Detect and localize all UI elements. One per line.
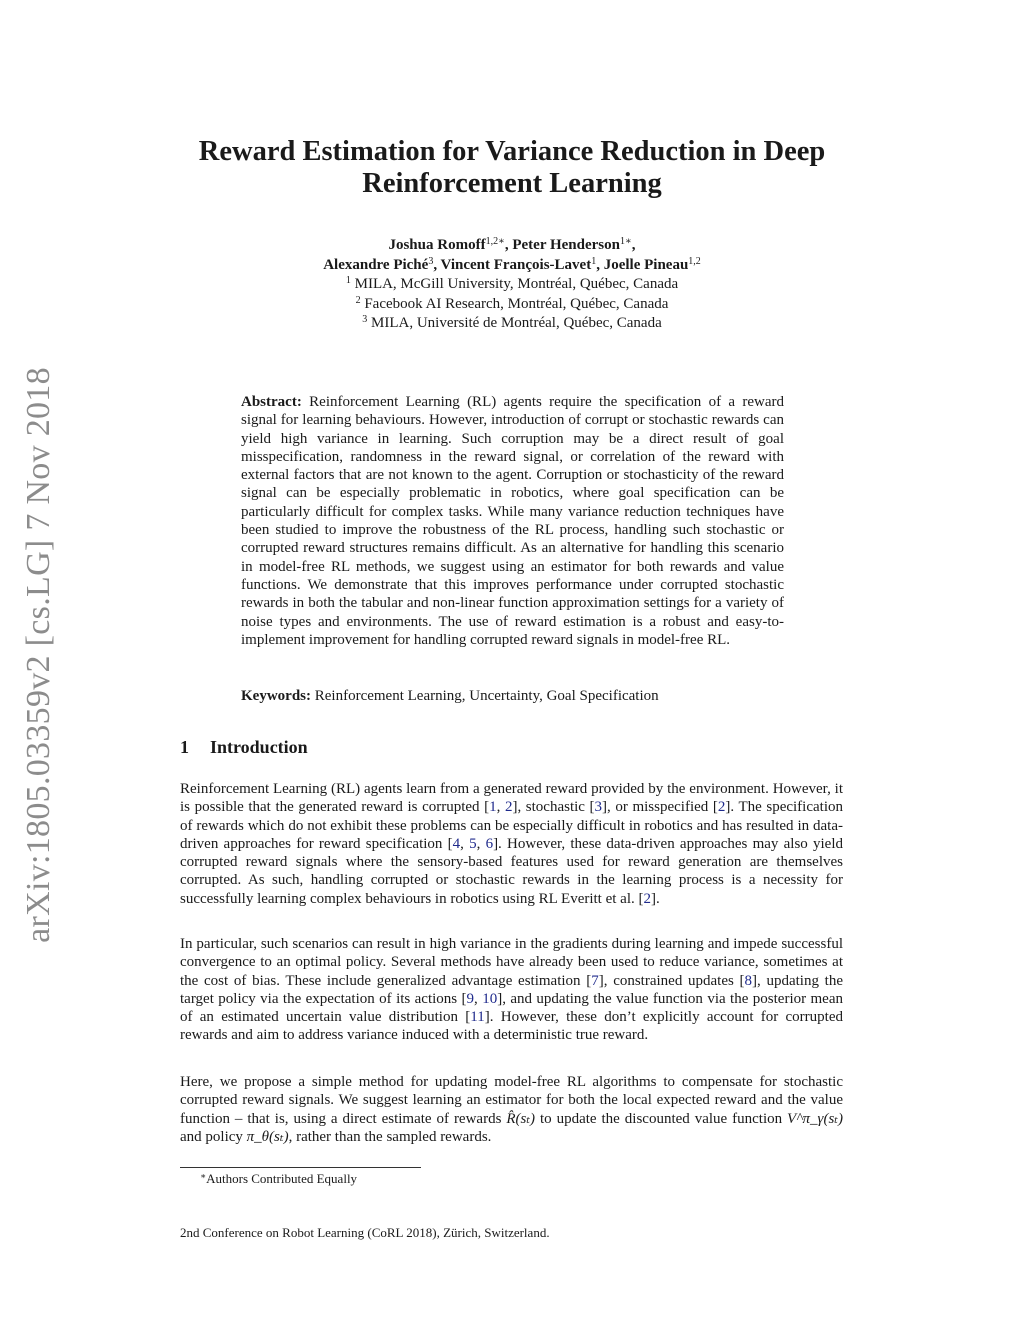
arxiv-stamp-text: arXiv:1805.03359v2 [cs.LG] 7 Nov 2018: [20, 367, 57, 943]
citation-link[interactable]: 1: [489, 799, 497, 816]
paragraph-text: ], updating the target policy via the expectation of its actions [: [180, 972, 843, 1007]
citation-link[interactable]: 7: [591, 972, 599, 989]
author-affil-marker: 1,2: [688, 255, 701, 267]
footnote-text: Authors Contributed Equally: [206, 1171, 358, 1186]
paragraph-text: Reinforcement Learning (RL) agents learn from a generated reward provided by the environment. However, it is possible that the generated reward is corrupted [: [180, 781, 843, 816]
abstract-text: Reinforcement Learning (RL) agents require the specification of a reward signal for learning behaviours. However, introduction of corrupt or stochastic rewards can yield high variance in learning. Such corruption may be a direct result of goal misspecification, randomness in the reward signal, or correlation of the reward with external factors that are not known to the agent. Corruption or stochasticity of the reward signal can be especially problematic in robotics, where goal specification can be particularly difficult for complex tasks. While many variance reduction techniques have been studied to improve the robustness of the RL process, handling such stochastic or corrupted reward structures remains difficult. As an alternative for handling this scenario in model-free RL methods, we suggest using an estimator for both rewards and value functions. We demonstrate that this improves performance under corrupted stochastic rewards in both the tabular and non-linear function approximation settings for a variety of noise types and environments. The use of reward estimation is a robust and easy-to-implement improvement for handling corrupted reward signals in model-free RL.: [241, 394, 784, 648]
author-line-1: Joshua Romoff$^{1,2∗}$, Peter Henderson$^{1∗}$,: [388, 236, 636, 253]
paragraph-text: and policy: [180, 1128, 247, 1145]
paragraph-text: ]. However, these data-driven approaches may also yield corrupted reward signals where the sensory-based features used for reward generation are themselves corrupted. As such, handling corrupted or stochastic rewards in the learning process is a necessity for successfully learning complex behaviours in robotics using RL Everitt et al. [: [180, 835, 844, 907]
paragraph-text: ], constrained updates [: [598, 972, 745, 989]
paragraph-text: ,: [496, 799, 505, 816]
arxiv-stamp: [16, 352, 62, 958]
paragraph-text: Here, we propose a simple method for updating model-free RL algorithms to compensate for stochastic corrupted reward signals. We suggest learning an estimator for both the local expected reward and the value function – that is, using a direct estimate of rewards: [180, 1074, 843, 1127]
author-name: Peter Henderson: [512, 237, 620, 253]
citation-link[interactable]: 2: [504, 799, 513, 816]
section-title: Introduction: [210, 737, 308, 757]
citation-link[interactable]: 11: [470, 1009, 485, 1026]
math-expression: V^π_γ(sₜ): [787, 1110, 843, 1127]
keywords: [241, 687, 784, 705]
author-name: Joelle Pineau: [603, 256, 689, 273]
paragraph-text: ,: [474, 990, 483, 1007]
paragraph-text: In particular, such scenarios can result in high variance in the gradients during learning and impede successful convergence to an optimal policy. Several methods have already been used to reduce variance, sometimes at the cost of bias. These include generalized advantage estimation [: [180, 936, 843, 989]
section-heading-introduction: [180, 736, 308, 758]
author-name: Alexandre Piché: [323, 256, 429, 273]
citation-link[interactable]: 5: [469, 835, 477, 852]
citation-link[interactable]: 2: [643, 890, 651, 907]
paragraph-text: ]. The specification of rewards which do not exhibit these problems can be especially difficult in robotics and has resulted in data-driven approaches for reward specification [: [180, 799, 843, 852]
author-block: [150, 236, 874, 334]
author-name: Vincent François-Lavet: [440, 256, 592, 273]
venue-line: 2nd Conference on Robot Learning (CoRL 2018), Zürich, Switzerland.: [180, 1225, 550, 1240]
paragraph-text: to update the discounted value function: [535, 1110, 788, 1127]
paragraph-text: ], and updating the value function via the posterior mean of an estimated uncertain value distribution [: [180, 990, 843, 1026]
paragraph-text: ], stochastic [: [512, 799, 595, 816]
citation-link[interactable]: 8: [744, 972, 753, 989]
affiliation-3: $^3$ MILA, Université de Montréal, Québec, Canada: [362, 314, 662, 331]
intro-paragraph-1: [180, 780, 843, 908]
author-name: Joshua Romoff: [388, 237, 486, 253]
affiliation-2: $^2$ Facebook AI Research, Montréal, Québec, Canada: [355, 294, 669, 312]
paragraph-text: ].: [651, 890, 660, 907]
keywords-label: Keywords:: [241, 688, 311, 704]
author-affil-marker: 1∗: [619, 236, 632, 247]
affiliation-1: $^1$ MILA, McGill University, Montréal, Québec, Canada: [345, 275, 679, 292]
math-expression: R̂(sₜ): [506, 1110, 536, 1127]
paragraph-text: ,: [476, 835, 486, 852]
paragraph-text: , rather than the sampled rewards.: [288, 1128, 492, 1145]
keywords-text: Reinforcement Learning, Uncertainty, Goal Specification: [314, 688, 659, 704]
citation-link[interactable]: 2: [717, 799, 726, 816]
author-affil-marker: 1: [591, 255, 597, 267]
author-affil-marker: 1,2∗: [485, 236, 505, 247]
footnote-rule: [180, 1167, 421, 1168]
citation-link[interactable]: 4: [452, 835, 461, 852]
citation-link[interactable]: 3: [594, 799, 603, 816]
intro-paragraph-2: [180, 935, 843, 1045]
paragraph-text: ,: [460, 835, 470, 852]
footnote-mark: ∗: [200, 1171, 207, 1181]
intro-paragraph-3: [180, 1073, 843, 1146]
citation-link[interactable]: 10: [482, 990, 498, 1007]
abstract: [241, 393, 784, 649]
footnote: [200, 1171, 357, 1187]
citation-link[interactable]: 6: [485, 835, 494, 852]
paragraph-text: ], or misspecified [: [602, 799, 718, 816]
math-expression: π_θ(sₜ): [246, 1128, 289, 1145]
abstract-label: Abstract:: [241, 394, 302, 410]
citation-link[interactable]: 9: [466, 990, 475, 1007]
paragraph-text: ]. However, these don’t explicitly account for corrupted rewards and aim to address variance induced with a deterministic true reward.: [180, 1009, 844, 1044]
author-line-2: Alexandre Piché$^3$, Vincent François-Lavet$^1$, Joelle Pineau$^{1,2}$: [323, 255, 701, 273]
author-affil-marker: 3: [428, 255, 434, 267]
paper-title: Reward Estimation for Variance Reduction in Deep Reinforcement Learning: [198, 136, 826, 199]
section-number: 1: [180, 737, 189, 757]
